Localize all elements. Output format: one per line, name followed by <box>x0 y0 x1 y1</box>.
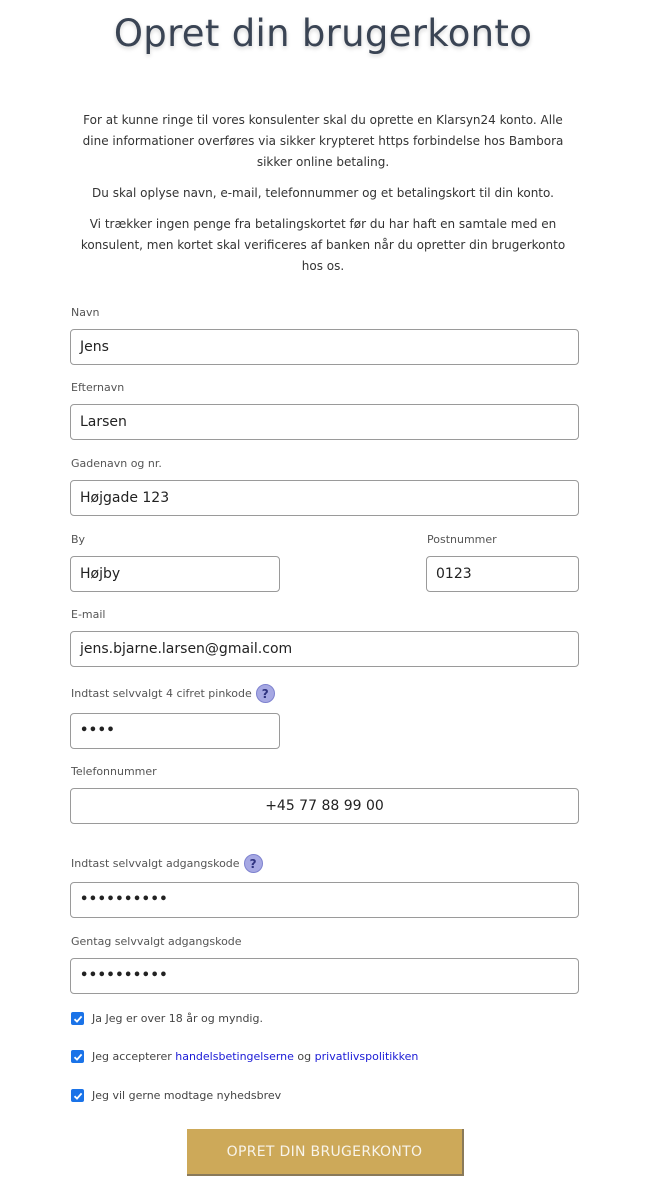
first-name-label: Navn <box>71 306 100 319</box>
city-label: By <box>71 533 86 546</box>
first-name-input[interactable]: Jens <box>70 329 579 365</box>
create-account-button[interactable]: OPRET DIN BRUGERKONTO <box>187 1129 464 1176</box>
street-label: Gadenavn og nr. <box>71 457 162 470</box>
postal-input[interactable]: 0123 <box>426 556 579 592</box>
terms-label-prefix: Jeg accepterer <box>92 1050 176 1063</box>
privacy-link[interactable]: privatlivspolitikken <box>314 1050 419 1063</box>
intro-paragraph-3: Vi trækker ingen penge fra betalingskortet før du har haft en samtale med en konsulent, men kortet skal verificeres af banken når du opretter din brugerkonto hos os. <box>80 217 566 273</box>
email-label: E-mail <box>71 608 106 621</box>
phone-label: Telefonnummer <box>71 765 157 778</box>
newsletter-checkbox-label: Jeg vil gerne modtage nyhedsbrev <box>92 1089 282 1102</box>
checkmark-icon <box>73 1052 83 1062</box>
intro-paragraph-1: For at kunne ringe til vores konsulenter skal du oprette en Klarsyn24 konto. Alle dine informationer overføres via sikker krypteret https forbindelse hos Bambora sikker online betaling. <box>82 113 564 169</box>
password-help-icon[interactable]: ? <box>244 854 263 873</box>
city-input[interactable]: Højby <box>70 556 280 592</box>
pin-label-text: Indtast selvvalgt 4 cifret pinkode <box>71 687 252 700</box>
password-input[interactable]: •••••••••• <box>70 882 579 918</box>
intro-paragraph-2: Du skal oplyse navn, e-mail, telefonnummer og et betalingskort til din konto. <box>92 186 554 200</box>
email-input[interactable]: jens.bjarne.larsen@gmail.com <box>70 631 579 667</box>
street-input[interactable]: Højgade 123 <box>70 480 579 516</box>
terms-checkbox[interactable] <box>71 1050 84 1063</box>
newsletter-checkbox-row <box>71 1089 281 1102</box>
age-checkbox-label: Ja Jeg er over 18 år og myndig. <box>92 1012 263 1025</box>
terms-label-middle: og <box>293 1050 315 1063</box>
password-repeat-label: Gentag selvvalgt adgangskode <box>71 935 242 948</box>
intro-text <box>80 110 566 277</box>
password-label-text: Indtast selvvalgt adgangskode <box>71 857 240 870</box>
terms-checkbox-row <box>71 1050 418 1063</box>
password-label <box>71 854 263 873</box>
terms-link[interactable]: handelsbetingelserne <box>175 1050 294 1063</box>
last-name-input[interactable]: Larsen <box>70 404 579 440</box>
phone-input[interactable]: +45 77 88 99 00 <box>70 788 579 824</box>
age-checkbox[interactable] <box>71 1012 84 1025</box>
pin-help-icon[interactable]: ? <box>256 684 275 703</box>
newsletter-checkbox[interactable] <box>71 1089 84 1102</box>
age-checkbox-row <box>71 1012 263 1025</box>
password-repeat-input[interactable]: •••••••••• <box>70 958 579 994</box>
pin-input[interactable]: •••• <box>70 713 280 749</box>
last-name-label: Efternavn <box>71 381 125 394</box>
checkmark-icon <box>73 1014 83 1024</box>
pin-label <box>71 684 275 703</box>
postal-label: Postnummer <box>427 533 497 546</box>
page-title: Opret din brugerkonto <box>113 12 533 55</box>
checkmark-icon <box>73 1091 83 1101</box>
